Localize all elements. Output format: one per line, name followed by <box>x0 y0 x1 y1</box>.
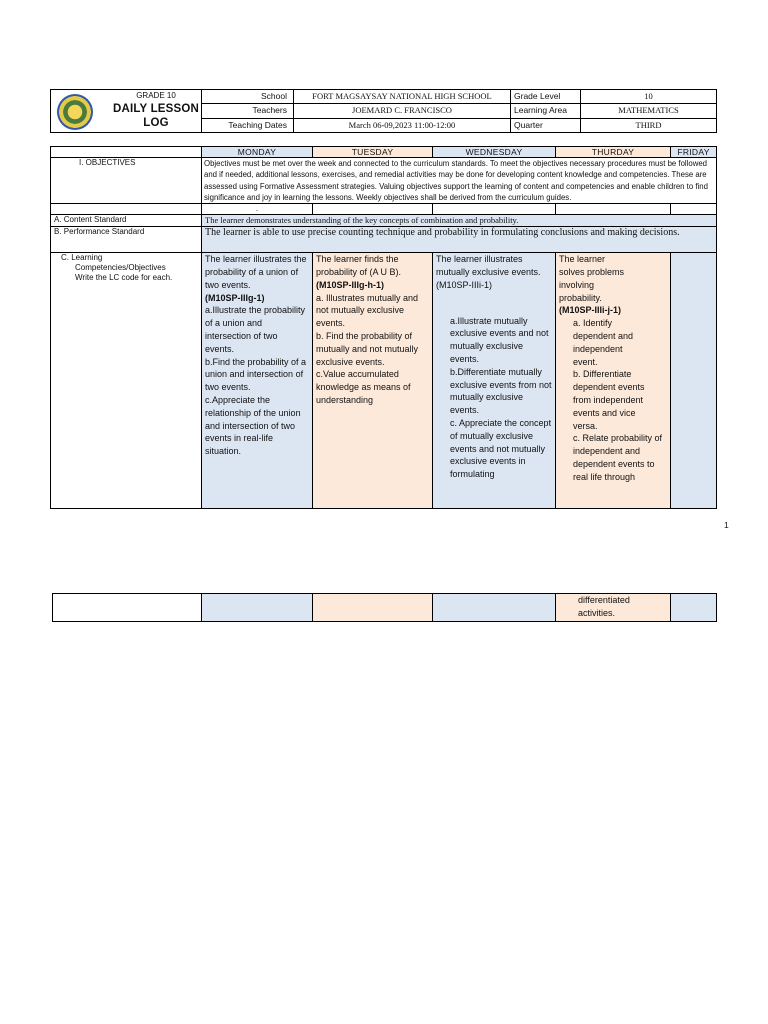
learning-area-label: Learning Area <box>511 104 581 118</box>
title-line-1: DAILY LESSON <box>112 103 200 115</box>
page-number: 1 <box>724 520 729 530</box>
lc-tuesday-intro: The learner finds the probability of (A U B). <box>316 254 402 277</box>
day-tuesday: TUESDAY <box>313 147 433 158</box>
lc-wednesday <box>433 253 556 509</box>
lc-monday-intro: The learner illustrates the probability of a union of two events. <box>205 254 307 290</box>
lc-friday <box>671 253 717 509</box>
objectives-blank-tue <box>313 204 433 215</box>
objectives-blank-row <box>51 204 717 215</box>
title-line-2: LOG <box>143 117 169 129</box>
continuation-label <box>53 594 202 622</box>
teachers-label: Teachers <box>202 104 294 118</box>
lc-thursday-code: (M10SP-IIIi-j-1) <box>559 305 622 316</box>
performance-standard-row <box>51 227 717 253</box>
lc-thursday <box>556 253 671 509</box>
lc-wednesday-b: b.Differentiate mutually exclusive events from not mutually exclusive events. <box>450 366 552 416</box>
day-wednesday: WEDNESDAY <box>433 147 556 158</box>
performance-standard-text: The learner is able to use precise counting technique and probability in formulating conclusions and making decisions. <box>202 227 717 253</box>
continuation-tuesday <box>313 594 433 622</box>
lc-thursday-a: a. Identify dependent and independent event. <box>573 318 634 367</box>
objectives-label: I. OBJECTIVES <box>51 158 202 204</box>
lc-thursday-b: b. Differentiate dependent events from independent events and vice versa. <box>573 369 645 431</box>
objectives-blank-label <box>51 204 202 215</box>
quarter-label: Quarter <box>511 118 581 132</box>
teaching-dates-label: Teaching Dates <box>202 118 294 132</box>
objectives-blank-mark: . <box>202 204 313 215</box>
objectives-row <box>51 158 717 204</box>
grade-level-value: 10 <box>581 90 717 104</box>
day-monday: MONDAY <box>202 147 313 158</box>
continuation-wednesday <box>433 594 556 622</box>
deped-seal-icon <box>57 94 93 130</box>
learning-competencies-row <box>51 253 717 509</box>
lc-tuesday-c: c.Value accumulated knowledge as means of understanding <box>316 369 411 405</box>
lc-wednesday-intro: The learner illustrates mutually exclusive events. (M10SP-IIIi-1) <box>436 254 541 290</box>
lc-wednesday-c: c. Appreciate the concept of mutually exclusive events and not mutually exclusive events in formulating <box>450 417 552 480</box>
grade-label: GRADE 10 <box>136 91 176 100</box>
objectives-blank-wed <box>433 204 556 215</box>
content-standard-text: The learner demonstrates understanding of the key concepts of combination and probability. <box>202 215 717 227</box>
lc-monday-b: b.Find the probability of a union and intersection of two events. <box>205 356 307 393</box>
lc-tuesday <box>313 253 433 509</box>
school-value: FORT MAGSAYSAY NATIONAL HIGH SCHOOL <box>294 90 511 104</box>
lc-monday <box>202 253 313 509</box>
day-thursday: THURDAY <box>556 147 671 158</box>
objectives-blank-thu <box>556 204 671 215</box>
teaching-dates-value: March 06-09,2023 11:00-12:00 <box>294 118 511 132</box>
lc-monday-a: a.Illustrate the probability of a union and intersection of two events. <box>205 305 306 354</box>
objectives-blank-fri <box>671 204 717 215</box>
continuation-row <box>53 594 717 622</box>
quarter-value: THIRD <box>581 118 717 132</box>
lc-tuesday-a: a. Illustrates mutually and not mutually exclusive events. <box>316 292 419 329</box>
content-standard-label: A. Content Standard <box>51 215 202 227</box>
lc-wednesday-a: a.Illustrate mutually exclusive events and not mutually exclusive events. <box>450 315 549 364</box>
learning-area-value: MATHEMATICS <box>581 104 717 118</box>
header-logo-cell <box>51 90 202 133</box>
lc-monday-c: c.Appreciate the relationship of the union and intersection of two events in real-life situation. <box>205 394 301 457</box>
objectives-text: Objectives must be met over the week and connected to the curriculum standards. To meet the objectives necessary procedures must be followed and if needed, additional lessons, exercises, and remedial activities may be done for developing content knowledge and competencies. These are assessed using Formative Assessment strategies. Valuing objectives support the learning of content and competencies and enable children to find significance and joy in learning the lessons. Weekly objectives shall be derived from the curriculum guides. <box>202 158 717 204</box>
lc-label-line-1: C. Learning <box>61 253 103 263</box>
teachers-value: JOEMARD C. FRANCISCO <box>294 104 511 118</box>
continuation-friday <box>671 594 717 622</box>
content-standard-row <box>51 215 717 227</box>
document-title <box>107 102 202 130</box>
lc-thursday-c: c. Relate probability of independent and dependent events to real life through <box>573 433 663 482</box>
day-friday: FRIDAY <box>671 147 717 158</box>
grade-level-label: Grade Level <box>511 90 581 104</box>
day-header-blank <box>51 147 202 158</box>
continuation-table <box>52 593 717 622</box>
continuation-thursday: differentiated activities. <box>556 594 671 622</box>
lc-tuesday-code: (M10SP-IIIg-h-1) <box>316 279 385 290</box>
lc-thursday-intro: The learner solves problems involving probability. <box>559 254 625 303</box>
lc-tuesday-b: b. Find the probability of mutually and not mutually exclusive events. <box>316 330 419 367</box>
lc-monday-code: (M10SP-IIIg-1) <box>205 292 265 303</box>
lc-label-line-2: Competencies/Objectives <box>75 263 166 273</box>
lc-label-line-3: Write the LC code for each. <box>75 273 173 283</box>
lesson-log-table <box>50 146 717 509</box>
performance-standard-label: B. Performance Standard <box>51 227 202 253</box>
header-table <box>50 89 717 133</box>
continuation-monday <box>202 594 313 622</box>
school-label: School <box>202 90 294 104</box>
day-header-row <box>51 147 717 158</box>
learning-competencies-label <box>51 253 202 509</box>
